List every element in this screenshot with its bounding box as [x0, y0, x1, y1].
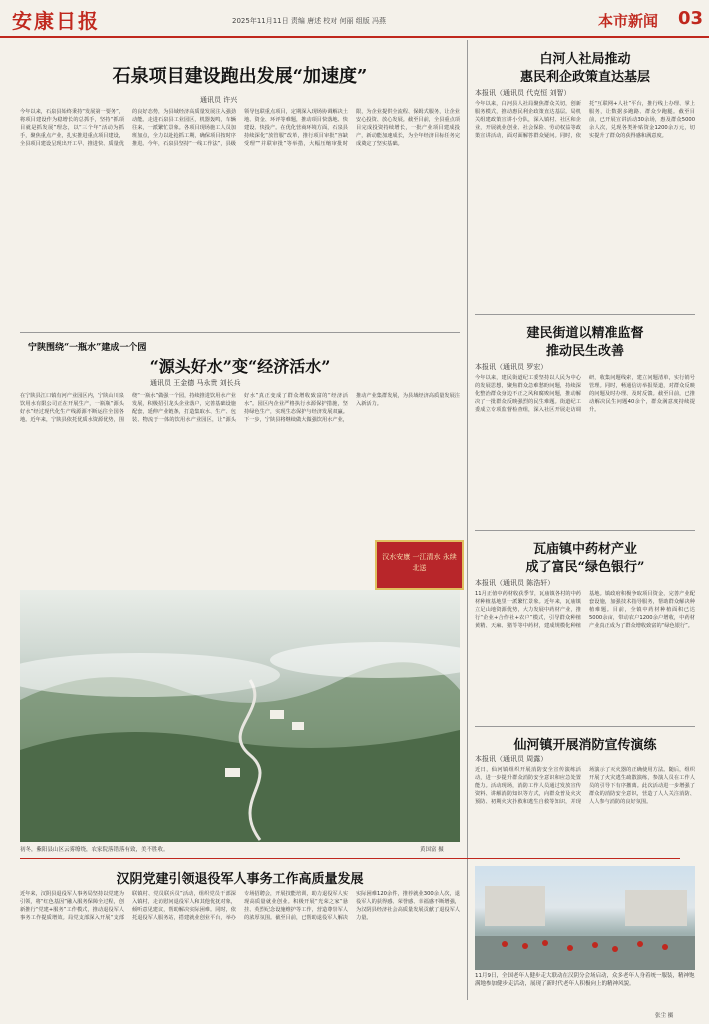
date-line: 2025年11月11日 责编 唐述 校对 何丽 组版 冯燕 [232, 17, 386, 25]
crowd-image [475, 866, 695, 970]
article7-title: 汉阴党建引领退役军人事务工作高质量发展 [116, 872, 364, 887]
article2-body: 在宁陕县江口镇有河产业园区内，宁陕山川泉饮用水有限公司正在开展生产，一瓶瓶“源头好水”经过现代化生产线源源不断运往全国各地。近年来，宁陕县依托优质水资源优势，围绕“一瓶水”做强一个园，持续推进饮用水产业发展，积极招引龙头企业落户，完善基础设施配套，延伸产业链条，打造集取水、生产、包装、物流于一体的饮用水产业园区，让“源头好水”真正变成了群众增收致富的“经济活水”。园区内企业严格执行水源保护措施，坚持绿色生产，实现生态保护与经济发展双赢。下一步，宁陕县将继续做大做强饮用水产业，推动产业集群发展，为县域经济高质量发展注入新活力。 [20, 393, 460, 423]
article5-title-line1: 瓦庙镇中药材产业 [532, 542, 637, 557]
divider [20, 332, 460, 333]
article4-body: 今年以来，建民街道纪工委坚持以人民为中心的发展思想，聚焦群众急难愁盼问题，持续深化整治群众身边不正之风和腐败问题，推动解决了一批群众反映强烈的民生难题。街道纪工委成立专项监督检查组，深入社区开展走访调研，收集问题线索，建立问题清单，实行销号管理。同时，畅通信访举报渠道，对群众反映的问题及时办理、及时反馈。截至目前，已推动解决民生问题40余个，群众满意度持续提升。 [475, 375, 695, 413]
banner-text: 汉水安康 一江清水 永续北送 [382, 553, 457, 572]
section-title: 本市新闻 [598, 12, 659, 30]
article2-kicker: 宁陕围绕“一瓶水”建成一个园 [28, 343, 147, 353]
article1-body: 今年以来，石泉县始终秉持“发展第一要务”，将项目建设作为稳增长的总抓手，坚持“抓项目就是抓发展”理念，以“三个年”活动为抓手，聚焦重点产业，扎实推进重点项目建设，全县项目建设呈现出开工早、推进快、质量优的良好态势，为县域经济高质量发展注入强劲动能。走进石泉县工业园区，机器轰鸣，车辆往来，一派繁忙景象。各项目现场施工人员加班加点，全力以赴抢抓工期，确保项目按时序推进。今年，石泉县坚持“一线工作法”，县级领导包联重点项目，定期深入现场协调解决土地、资金、环评等难题，推动项目快落地、快建设、快投产。在优化营商环境方面，石泉县持续深化“放管服”改革，推行项目审批“容缺受理”“并联审批”等举措，大幅压缩审批时限，为企业提供全流程、保姆式服务，让企业安心投资、放心发展。截至目前，全县重点项目完成投资持续增长，一批产业项目建成投产，新动能加速成长，为全年经济目标任务完成奠定了坚实基础。 [20, 109, 460, 147]
newspaper-logo: 安康日报 [12, 9, 100, 33]
article6-body: 近日，仙河镇组织开展消防安全宣传演练活动，进一步提升群众消防安全意识和应急处置能力。活动现场，消防工作人员通过发放宣传资料、讲解消防知识等方式，向群众普及火灾预防、初期火灾扑救和逃生自救等知识，并现场演示了灭火器的正确使用方法。随后，组织开展了火灾逃生疏散演练，参演人员在工作人员的引导下有序撤离。此次活动进一步增强了群众的消防安全意识，营造了人人关注消防、人人参与消防的良好氛围。 [475, 767, 695, 805]
photo2-credit: 张尘 摄 [655, 1013, 674, 1019]
walking-event-photo [475, 866, 695, 970]
article4-byline: 本报讯（通讯员 罗宏） [475, 363, 548, 371]
article4-title-line1: 建民街道以精准监督 [526, 326, 644, 341]
article3-title-line2: 惠民利企政策直达基层 [519, 70, 650, 85]
photo-credit: 黄国富 摄 [420, 847, 444, 853]
article5-title-line2: 成了富民“绿色银行” [525, 560, 645, 575]
article6-title: 仙河镇开展消防宣传演练 [513, 738, 657, 753]
column-divider [467, 40, 468, 1000]
article3-byline: 本报讯（通讯员 代克恒 刘智） [475, 89, 571, 97]
article5-byline: 本报讯（通讯员 陈浩轩） [475, 579, 555, 587]
photo2-caption: 11月9日，全国老年人健步走大联动在汉阴分会场启动，众多老年人身着统一服装，精神饱满地参加健步走活动，展现了新时代老年人积极向上的精神风貌。 [475, 973, 695, 987]
promo-banner [375, 540, 464, 590]
photo-caption: 初冬，紫阳县山区云雾缭绕，农家院落错落有致，美不胜收。 [20, 847, 169, 853]
article3-body: 今年以来，白河县人社局聚焦群众关切，创新服务模式，推动惠民利企政策直达基层。局机关组建政策宣讲小分队，深入镇村、社区和企业，开展就业创业、社会保险、劳动权益等政策宣讲活动，面对面解答群众疑问。同时，依托“互联网+人社”平台，推行线上办理、掌上服务，让数据多跑路、群众少跑腿。截至目前，已开展宣讲活动30余场，惠及群众5000余人次，兑现各类补贴资金1200余万元，切实提升了群众的获得感和满意度。 [475, 101, 695, 139]
article1-byline: 通讯员 许兴 [200, 96, 238, 104]
article4-title-line2: 推动民生改善 [545, 344, 624, 359]
divider [475, 530, 695, 531]
masthead [0, 0, 709, 38]
divider [475, 726, 695, 727]
article3-title-line1: 白河人社局推动 [539, 52, 631, 67]
article2-byline: 通讯员 王金德 马永贵 刘长兵 [150, 379, 241, 387]
red-divider [20, 858, 680, 859]
page-number: 03 [678, 8, 704, 29]
mountain-road-image [20, 590, 460, 842]
article7-body: 近年来，汉阴县退役军人事务局坚持以党建为引领，将“红色基因”融入服务保障全过程，创新推行“党建+服务”工作模式，推动退役军人事务工作提质增效。局党支部深入开展“支部联镇村、党员联兵员”活动，组织党员干部深入镇村，走访慰问退役军人和其他优抚对象，倾听意见建议，帮助解决实际困难。同时，依托退役军人服务站，搭建就业创业平台，举办专场招聘会，开展技能培训，助力退役军人实现高质量就业创业。积极开展“光荣之家”悬挂、英烈纪念设施维护等工作，营造尊崇军人的浓厚氛围。截至目前，已帮助退役军人解决实际困难120余件，推荐就业300余人次，退役军人的获得感、荣誉感、幸福感不断增强，为汉阴县经济社会高质量发展贡献了退役军人力量。 [20, 891, 460, 921]
landscape-photo [20, 590, 460, 842]
article1-title: 石泉项目建设跑出发展“加速度” [112, 66, 368, 87]
divider [475, 314, 695, 315]
article2-title: “源头好水”变“经济活水” [149, 357, 331, 376]
article5-body: 11月正值中药材收获季节，瓦庙镇各村的中药材种植基地里一派繁忙景象。近年来，瓦庙镇立足山地资源优势，大力发展中药材产业，推行“企业+合作社+农户”模式，引导群众种植黄精、天麻、猪苓等中药材，建成规模化种植基地。镇政府积极争取项目资金，完善产业配套设施，加强技术指导服务，帮助群众解决种植难题。目前，全镇中药材种植面积已达5000余亩，带动农户1200余户增收，中药材产业真正成为了群众增收致富的“绿色银行”。 [475, 591, 695, 629]
article6-byline: 本报讯（通讯员 周露） [475, 755, 548, 763]
